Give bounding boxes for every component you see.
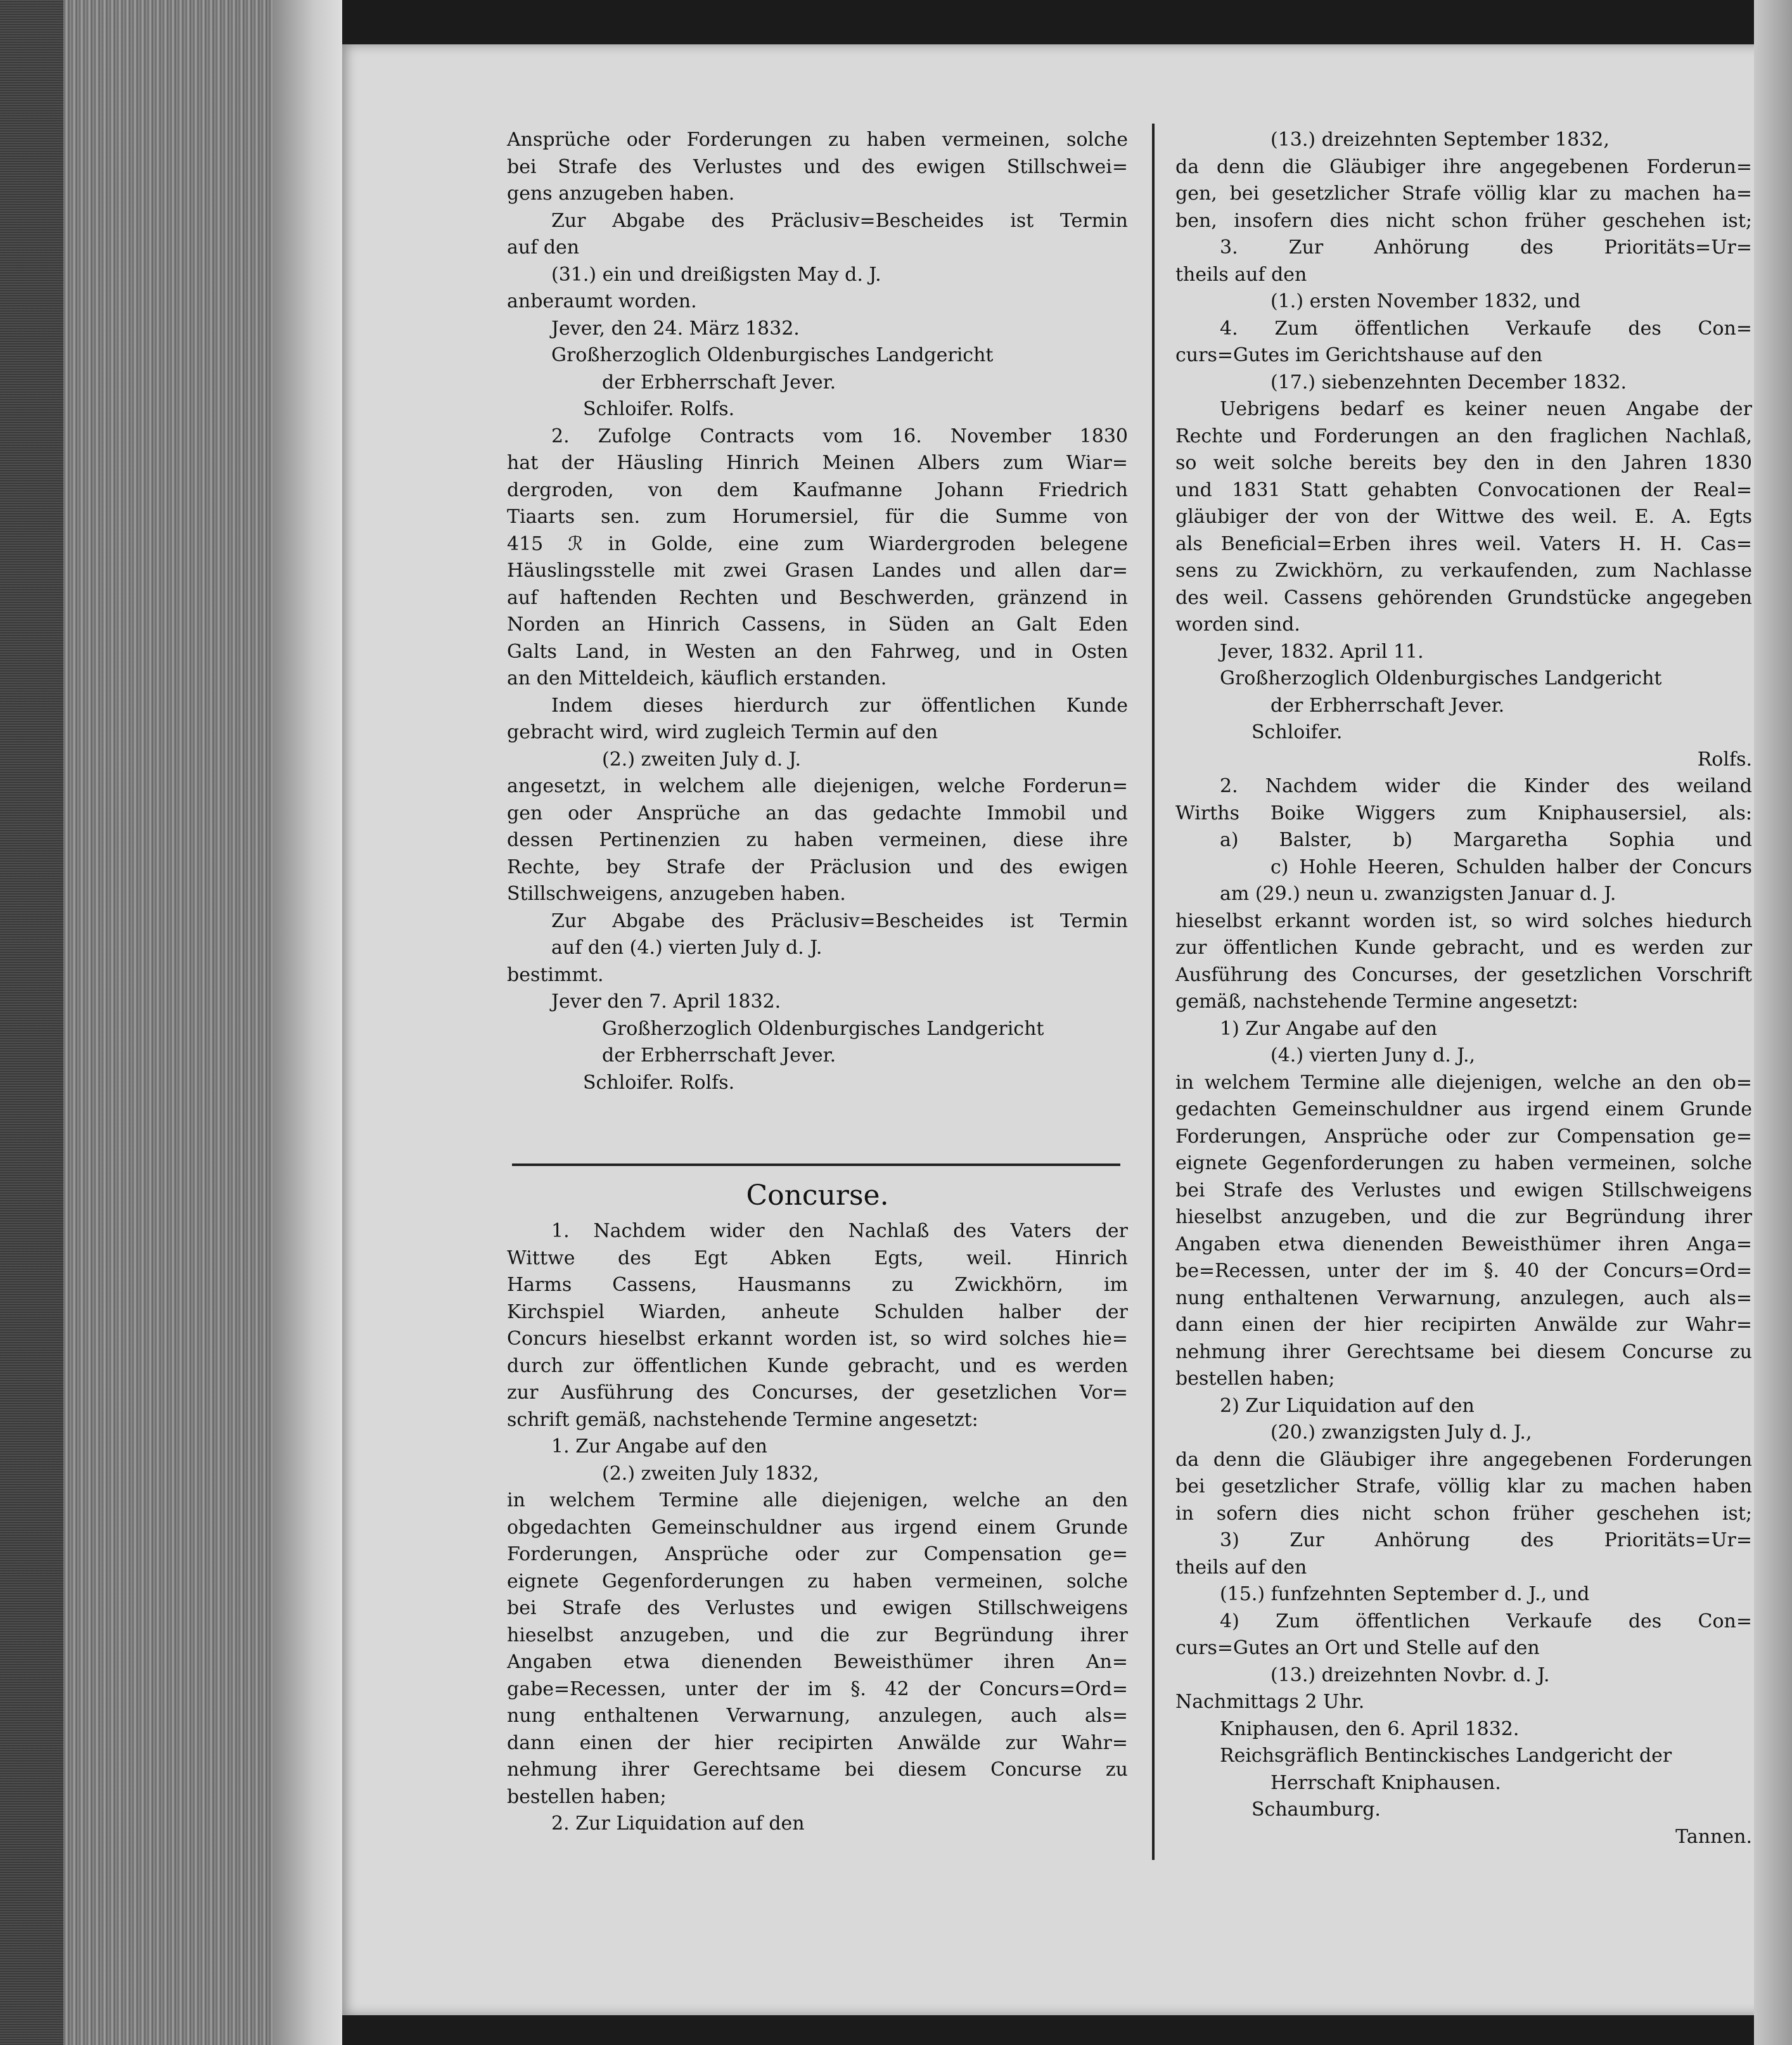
text-line: sens zu Zwickhörn, zu verkaufenden, zum Nachlasse (1175, 560, 1752, 582)
text-line: eignete Gegenforderungen zu haben vermeinen, solche (507, 1570, 1128, 1593)
text-line: zur öffentlichen Kunde gebracht, und es werden zur (1175, 937, 1752, 959)
text-line: durch zur öffentlichen Kunde gebracht, und es werden (507, 1354, 1128, 1377)
text-line: Indem dieses hierdurch zur öffentlichen Kunde (551, 694, 1128, 717)
text-line: (13.) dreizehnten Novbr. d. J. (1270, 1664, 1550, 1686)
text-line: da denn die Gläubiger ihre angegebenen Forderun= (1175, 155, 1752, 178)
text-line: 3) Zur Anhörung des Prioritäts=Ur= (1220, 1529, 1752, 1551)
text-line: bestimmt. (507, 963, 604, 986)
text-line: bei Strafe des Verlustes und ewigen Stillschweigens (507, 1597, 1128, 1619)
text-line: 415 ℛ in Golde, eine zum Wiardergroden belegene (507, 532, 1128, 555)
text-line: gen oder Ansprüche an das gedachte Immobil und (507, 802, 1128, 824)
text-line: 4) Zum öffentlichen Verkaufe des Con= (1220, 1610, 1752, 1632)
text-line: hat der Häusling Hinrich Meinen Albers zum Wiar= (507, 452, 1128, 474)
text-line: auf haftenden Rechten und Beschwerden, gränzend in (507, 586, 1128, 609)
text-line: hieselbst anzugeben, und die zur Begründung ihrer (1175, 1206, 1752, 1228)
text-line: Großherzoglich Oldenburgisches Landgericht (551, 344, 994, 366)
text-line: nung enthaltenen Verwarnung, anzulegen, auch als= (1175, 1286, 1752, 1309)
text-line: angesetzt, in welchem alle diejenigen, welche Forderun= (507, 775, 1128, 797)
text-line: Jever, den 24. März 1832. (551, 317, 800, 340)
text-line: Galts Land, in Westen an den Fahrweg, und in Osten (507, 640, 1128, 663)
text-line: nung enthaltenen Verwarnung, anzulegen, auch als= (507, 1705, 1128, 1727)
text-line: dessen Pertinenzien zu haben vermeinen, diese ihre (507, 829, 1128, 851)
text-line: Kniphausen, den 6. April 1832. (1220, 1717, 1520, 1740)
text-line: curs=Gutes an Ort und Stelle auf den (1175, 1637, 1540, 1659)
text-line: Reichsgräflich Bentinckisches Landgericht der (1220, 1745, 1672, 1767)
text-line: Schloifer. Rolfs. (583, 398, 735, 420)
text-line: Uebrigens bedarf es keiner neuen Angabe der (1220, 398, 1752, 420)
text-line: Rolfs. (1697, 748, 1752, 771)
text-line: Wittwe des Egt Abken Egts, weil. Hinrich (507, 1247, 1128, 1269)
text-line: Kirchspiel Wiarden, anheute Schulden halber der (507, 1300, 1128, 1323)
text-line: ben, insofern dies nicht schon früher geschehen ist; (1175, 209, 1752, 232)
text-line: Ausführung des Concurses, der gesetzlichen Vorschrift (1175, 963, 1752, 986)
text-line: an den Mitteldeich, käuflich erstanden. (507, 667, 887, 689)
text-line: und 1831 Statt gehabten Convocationen der Real= (1175, 478, 1752, 501)
text-line: 2) Zur Liquidation auf den (1220, 1394, 1475, 1417)
text-line: curs=Gutes im Gerichtshause auf den (1175, 344, 1543, 366)
text-line: 1) Zur Angabe auf den (1220, 1017, 1438, 1040)
text-line: Angaben etwa dienenden Beweisthümer ihren Anga= (1175, 1233, 1752, 1255)
text-line: des weil. Cassens gehörenden Grundstücke angegeben (1175, 586, 1752, 609)
text-line: gebracht wird, wird zugleich Termin auf den (507, 721, 938, 743)
book-fore-edge (272, 0, 342, 2045)
text-line: Harms Cassens, Hausmanns zu Zwickhörn, im (507, 1274, 1128, 1296)
text-line: Nachmittags 2 Uhr. (1175, 1691, 1365, 1713)
text-line: gens anzugeben haben. (507, 183, 735, 205)
text-line: Norden an Hinrich Cassens, in Süden an Galt Eden (507, 613, 1128, 636)
text-line: be=Recessen, unter der im §. 40 der Concurs=Ord= (1175, 1260, 1752, 1282)
text-line: 2. Nachdem wider die Kinder des weiland (1220, 775, 1752, 797)
text-line: (13.) dreizehnten September 1832, (1270, 129, 1610, 151)
text-line: (20.) zwanzigsten July d. J., (1270, 1421, 1532, 1444)
text-line: 2. Zufolge Contracts vom 16. November 1830 (551, 425, 1128, 447)
text-line: der Erbherrschaft Jever. (602, 1044, 836, 1067)
text-line: (31.) ein und dreißigsten May d. J. (551, 263, 881, 286)
section-rule (512, 1164, 1120, 1166)
text-line: Jever den 7. April 1832. (551, 990, 781, 1013)
left-column-top (507, 127, 1128, 1096)
text-line: in sofern dies nicht schon früher geschehen ist; (1175, 1502, 1752, 1525)
text-line: Stillschweigens, anzugeben haben. (507, 883, 846, 905)
text-line: am (29.) neun u. zwanzigsten Januar d. J. (1220, 883, 1616, 905)
text-line: hieselbst erkannt worden ist, so wird solches hiedurch (1175, 909, 1752, 932)
text-line: dann einen der hier recipirten Anwälde zur Wahr= (1175, 1314, 1752, 1336)
text-line: der Erbherrschaft Jever. (1270, 694, 1505, 717)
text-line: gabe=Recessen, unter der im §. 42 der Concurs=Ord= (507, 1677, 1128, 1700)
text-line: (2.) zweiten July d. J. (602, 748, 802, 771)
text-line: auf den (4.) vierten July d. J. (551, 937, 822, 959)
text-line: Tannen. (1675, 1825, 1752, 1848)
book-cover-edge (0, 0, 63, 2045)
text-line: bei Strafe des Verlustes und des ewigen Stillschwei= (507, 155, 1128, 178)
text-line: Häuslingsstelle mit zwei Grasen Landes und allen dar= (507, 560, 1128, 582)
text-line: 1. Nachdem wider den Nachlaß des Vaters der (551, 1220, 1128, 1242)
text-line: 3. Zur Anhörung des Prioritäts=Ur= (1220, 236, 1752, 259)
text-line: als Beneficial=Erben ihres weil. Vaters H. H. Cas= (1175, 532, 1752, 555)
text-line: 4. Zum öffentlichen Verkaufe des Con= (1220, 317, 1752, 340)
text-line: bestellen haben; (507, 1785, 667, 1808)
right-column (1175, 127, 1752, 1850)
text-line: worden sind. (1175, 613, 1300, 636)
text-line: Schloifer. (1251, 721, 1343, 743)
text-line: (1.) ersten November 1832, und (1270, 290, 1581, 312)
text-line: Tiaarts sen. zum Horumersiel, für die Summe von (507, 506, 1128, 528)
text-line: Herrschaft Kniphausen. (1270, 1771, 1501, 1794)
column-divider (1152, 124, 1155, 1860)
text-line: 1. Zur Angabe auf den (551, 1435, 767, 1458)
text-line: Ansprüche oder Forderungen zu haben vermeinen, solche (507, 129, 1128, 151)
text-line: bei gesetzlicher Strafe, völlig klar zu machen haben (1175, 1475, 1752, 1497)
text-line: Jever, 1832. April 11. (1220, 640, 1424, 663)
section-title-concurse: Concurse. (746, 1179, 889, 1212)
text-line: Forderungen, Ansprüche oder zur Compensation ge= (507, 1543, 1128, 1565)
text-line: Wirths Boike Wiggers zum Kniphausersiel, als: (1175, 802, 1752, 824)
text-line: obgedachten Gemeinschuldner aus irgend einem Grunde (507, 1516, 1128, 1539)
text-line: Schloifer. Rolfs. (583, 1071, 735, 1094)
text-line: auf den (507, 236, 580, 259)
text-line: anberaumt worden. (507, 290, 697, 312)
text-line: Zur Abgabe des Präclusiv=Bescheides ist Termin (551, 209, 1128, 232)
text-line: gemäß, nachstehende Termine angesetzt: (1175, 990, 1578, 1013)
text-line: Großherzoglich Oldenburgisches Landgericht (1220, 667, 1662, 689)
text-line: so weit solche bereits bey den in den Jahren 1830 (1175, 452, 1752, 474)
text-line: (15.) funfzehnten September d. J., und (1220, 1583, 1590, 1605)
text-line: gläubiger der von der Wittwe des weil. E. A. Egts (1175, 506, 1752, 528)
text-line: Concurs hieselbst erkannt worden ist, so wird solches hie= (507, 1328, 1128, 1350)
text-line: Großherzoglich Oldenburgisches Landgericht (602, 1017, 1044, 1040)
text-line: Forderungen, Ansprüche oder zur Compensation ge= (1175, 1125, 1752, 1148)
text-line: (17.) siebenzehnten December 1832. (1270, 371, 1627, 394)
text-line: dann einen der hier recipirten Anwälde zur Wahr= (507, 1731, 1128, 1754)
text-line: gedachten Gemeinschuldner aus irgend einem Grunde (1175, 1098, 1752, 1120)
text-line: nehmung ihrer Gerechtsame bei diesem Concurse zu (1175, 1340, 1752, 1363)
text-line: nehmung ihrer Gerechtsame bei diesem Concurse zu (507, 1759, 1128, 1781)
text-line: c) Hohle Heeren, Schulden halber der Concurs (1270, 856, 1752, 878)
text-line: a) Balster, b) Margaretha Sophia und (1220, 829, 1752, 851)
text-line: 2. Zur Liquidation auf den (551, 1812, 805, 1835)
text-line: in welchem Termine alle diejenigen, welche an den ob= (1175, 1071, 1752, 1094)
text-line: schrift gemäß, nachstehende Termine angesetzt: (507, 1408, 978, 1431)
text-line: zur Ausführung des Concurses, der gesetzlichen Vor= (507, 1381, 1128, 1404)
text-line: bestellen haben; (1175, 1368, 1335, 1390)
text-line: hieselbst anzugeben, und die zur Begründung ihrer (507, 1624, 1128, 1646)
text-line: da denn die Gläubiger ihre angegebenen Forderungen (1175, 1448, 1752, 1471)
text-line: bei Strafe des Verlustes und ewigen Stillschweigens (1175, 1179, 1752, 1202)
text-line: in welchem Termine alle diejenigen, welche an den (507, 1489, 1128, 1511)
text-line: theils auf den (1175, 1556, 1307, 1579)
text-line: Rechte, bey Strafe der Präclusion und des ewigen (507, 856, 1128, 878)
text-line: der Erbherrschaft Jever. (602, 371, 836, 394)
text-line: gen, bei gesetzlicher Strafe völlig klar zu machen ha= (1175, 183, 1752, 205)
text-line: Rechte und Forderungen an den fraglichen Nachlaß, (1175, 425, 1752, 447)
text-line: dergroden, von dem Kaufmanne Johann Friedrich (507, 478, 1128, 501)
text-line: (4.) vierten Juny d. J., (1270, 1044, 1476, 1067)
text-line: Angaben etwa dienenden Beweisthümer ihren An= (507, 1651, 1128, 1673)
text-line: Zur Abgabe des Präclusiv=Bescheides ist Termin (551, 909, 1128, 932)
facing-page-edge (1754, 0, 1792, 2045)
text-line: Schaumburg. (1251, 1798, 1381, 1821)
text-line: eignete Gegenforderungen zu haben vermeinen, solche (1175, 1152, 1752, 1174)
text-line: (2.) zweiten July 1832, (602, 1462, 819, 1485)
text-line: theils auf den (1175, 263, 1307, 286)
left-column-bottom (507, 1218, 1128, 1838)
